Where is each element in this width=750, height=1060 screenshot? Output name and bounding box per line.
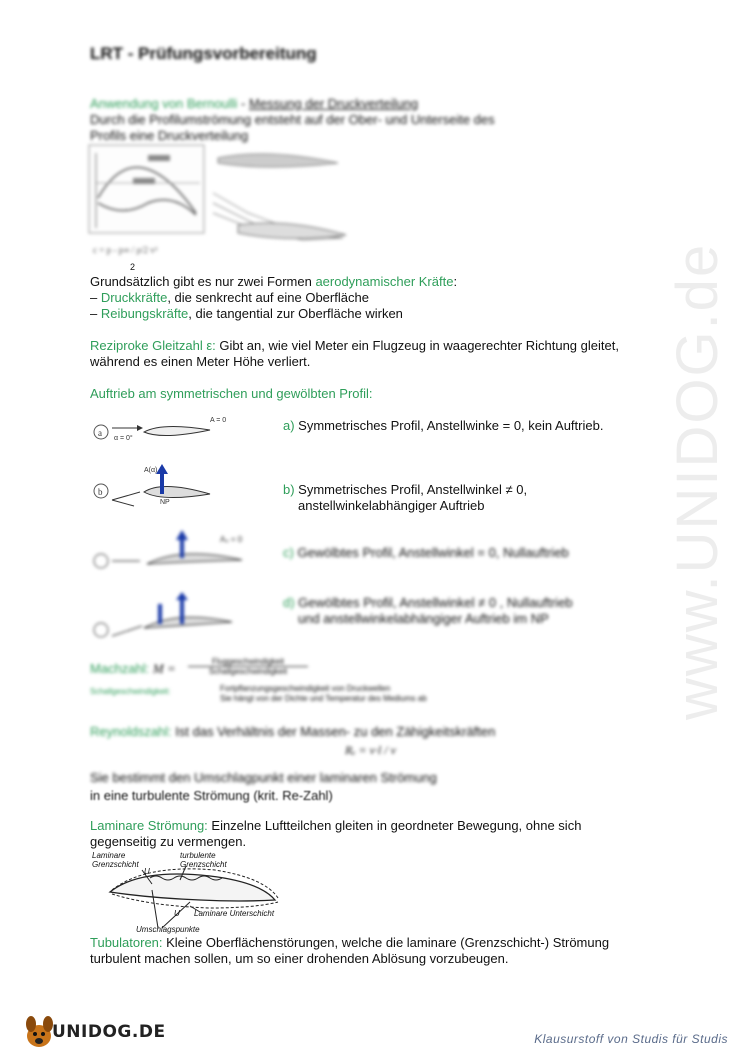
reynolds-desc2: in eine turbulente Strömung (krit. Re-Zahl) — [90, 788, 333, 803]
gleitzahl-line2: während es einen Meter Höhe verliert. — [90, 354, 311, 369]
boundary-layer-figure — [90, 850, 290, 934]
reynolds-formula: Rₑ = v·l / ν — [345, 743, 396, 757]
profile-b-text-line2: anstellwinkelabhängiger Auftrieb — [298, 498, 485, 513]
profile-d-text-line2: und anstellwinkelabhängiger Auftrieb im NP — [298, 611, 549, 626]
svg-text:α = 0°: α = 0° — [114, 435, 133, 442]
profile-d-text-line1: d) Gewölbtes Profil, Anstellwinkel ≠ 0 , Nullauftrieb — [283, 595, 573, 610]
profile-c-figure — [92, 528, 252, 576]
laminar-line2: gegenseitig zu vermengen. — [90, 834, 247, 849]
machzahl-sub-text1: Fortpflanzungsgeschwindigkeit von Druckwellen — [220, 684, 391, 693]
profile-a-figure — [92, 414, 242, 446]
machzahl-sub-label: Schallgeschwindigkeit: — [90, 687, 171, 696]
tubulatoren-line1: Tubulatoren: Kleine Oberflächenstörungen, welche die laminare (Grenzschicht-) Strömung — [90, 935, 610, 950]
forces-intro: Grundsätzlich gibt es nur zwei Formen aerodynamischer Kräfte: — [90, 274, 458, 289]
svg-text:A(α): A(α) — [144, 467, 158, 474]
svg-text:a: a — [98, 428, 102, 438]
fig-label-turbulent-line1: turbulente — [180, 851, 216, 860]
forces-item-friction: – Reibungskräfte, die tangential zur Oberfläche wirken — [90, 306, 403, 321]
svg-text:NP: NP — [160, 499, 170, 506]
profile-b-text-line1: b) Symmetrisches Profil, Anstellwinkel ≠ 0, — [283, 482, 528, 497]
auftrieb-heading: Auftrieb am symmetrischen und gewölbten Profil: — [90, 386, 373, 401]
unidog-logo-icon — [22, 1014, 56, 1050]
figure-number: 2 — [130, 262, 136, 272]
fig-label-turbulent-line2: Grenzschicht — [180, 860, 227, 869]
machzahl-formula: Fluggeschwindigkeit Schallgeschwindigkeit — [188, 657, 308, 676]
pressure-distribution-figure — [88, 143, 358, 263]
bernoulli-line2: Profils eine Druckverteilung — [90, 128, 249, 143]
fig-label-transition: Umschlagspunkte — [136, 925, 200, 934]
watermark: www.UNIDOG.de — [665, 242, 730, 720]
footer-tagline: Klausurstoff von Studis für Studis — [534, 1032, 728, 1046]
footer-logo-text[interactable]: UNIDOG.DE — [52, 1022, 166, 1042]
fig-label-u-top: U — [144, 867, 150, 876]
profile-b-figure — [92, 462, 222, 512]
tubulatoren-line2: turbulent machen sollen, um so einer drohenden Ablösung vorzubeugen. — [90, 951, 509, 966]
gleitzahl-line1: Reziproke Gleitzahl ε: Gibt an, wie viel Meter ein Flugzeug in waagerechter Richtung gleitet, — [90, 338, 619, 353]
bernoulli-line1: Durch die Profilumströmung entsteht auf der Ober- und Unterseite des — [90, 112, 495, 127]
fig-label-laminar-line2: Grenzschicht — [92, 860, 139, 869]
fig-label-laminar-line1: Laminare — [92, 851, 126, 860]
profile-c-text: c) Gewölbtes Profil, Anstellwinkel = 0, Nullauftrieb — [283, 545, 569, 560]
forces-item-pressure: – Druckkräfte, die senkrecht auf eine Oberfläche — [90, 290, 369, 305]
profile-d-figure — [92, 592, 242, 644]
machzahl-sub-text2: Sie hängt von der Dichte und Temperatur des Mediums ab — [220, 694, 427, 703]
svg-text:c = p - p∞ / ρ/2 v²: c = p - p∞ / ρ/2 v² — [93, 245, 158, 255]
profile-a-text: a) Symmetrisches Profil, Anstellwinke = 0, kein Auftrieb. — [283, 418, 604, 433]
reynolds-desc1: Sie bestimmt den Umschlagpunkt einer laminaren Strömung — [90, 770, 437, 785]
fig-label-u-bottom: U — [174, 909, 180, 918]
machzahl-label: Machzahl: M = — [90, 661, 176, 676]
page-title: LRT - Prüfungsvorbereitung — [90, 44, 317, 63]
svg-text:b: b — [98, 487, 103, 497]
svg-text:A = 0: A = 0 — [210, 417, 227, 424]
laminar-line1: Laminare Strömung: Einzelne Luftteilchen gleiten in geordneter Bewegung, ohne sich — [90, 818, 582, 833]
fig-label-sublayer: Laminare Unterschicht — [194, 909, 275, 918]
svg-text:A₀ = 0: A₀ = 0 — [220, 535, 243, 544]
bernoulli-heading: Anwendung von Bernoulli - Messung der Druckverteilung — [90, 96, 419, 111]
reynolds-line: Reynoldszahl: Ist das Verhältnis der Massen- zu den Zähigkeitskräften — [90, 724, 496, 739]
